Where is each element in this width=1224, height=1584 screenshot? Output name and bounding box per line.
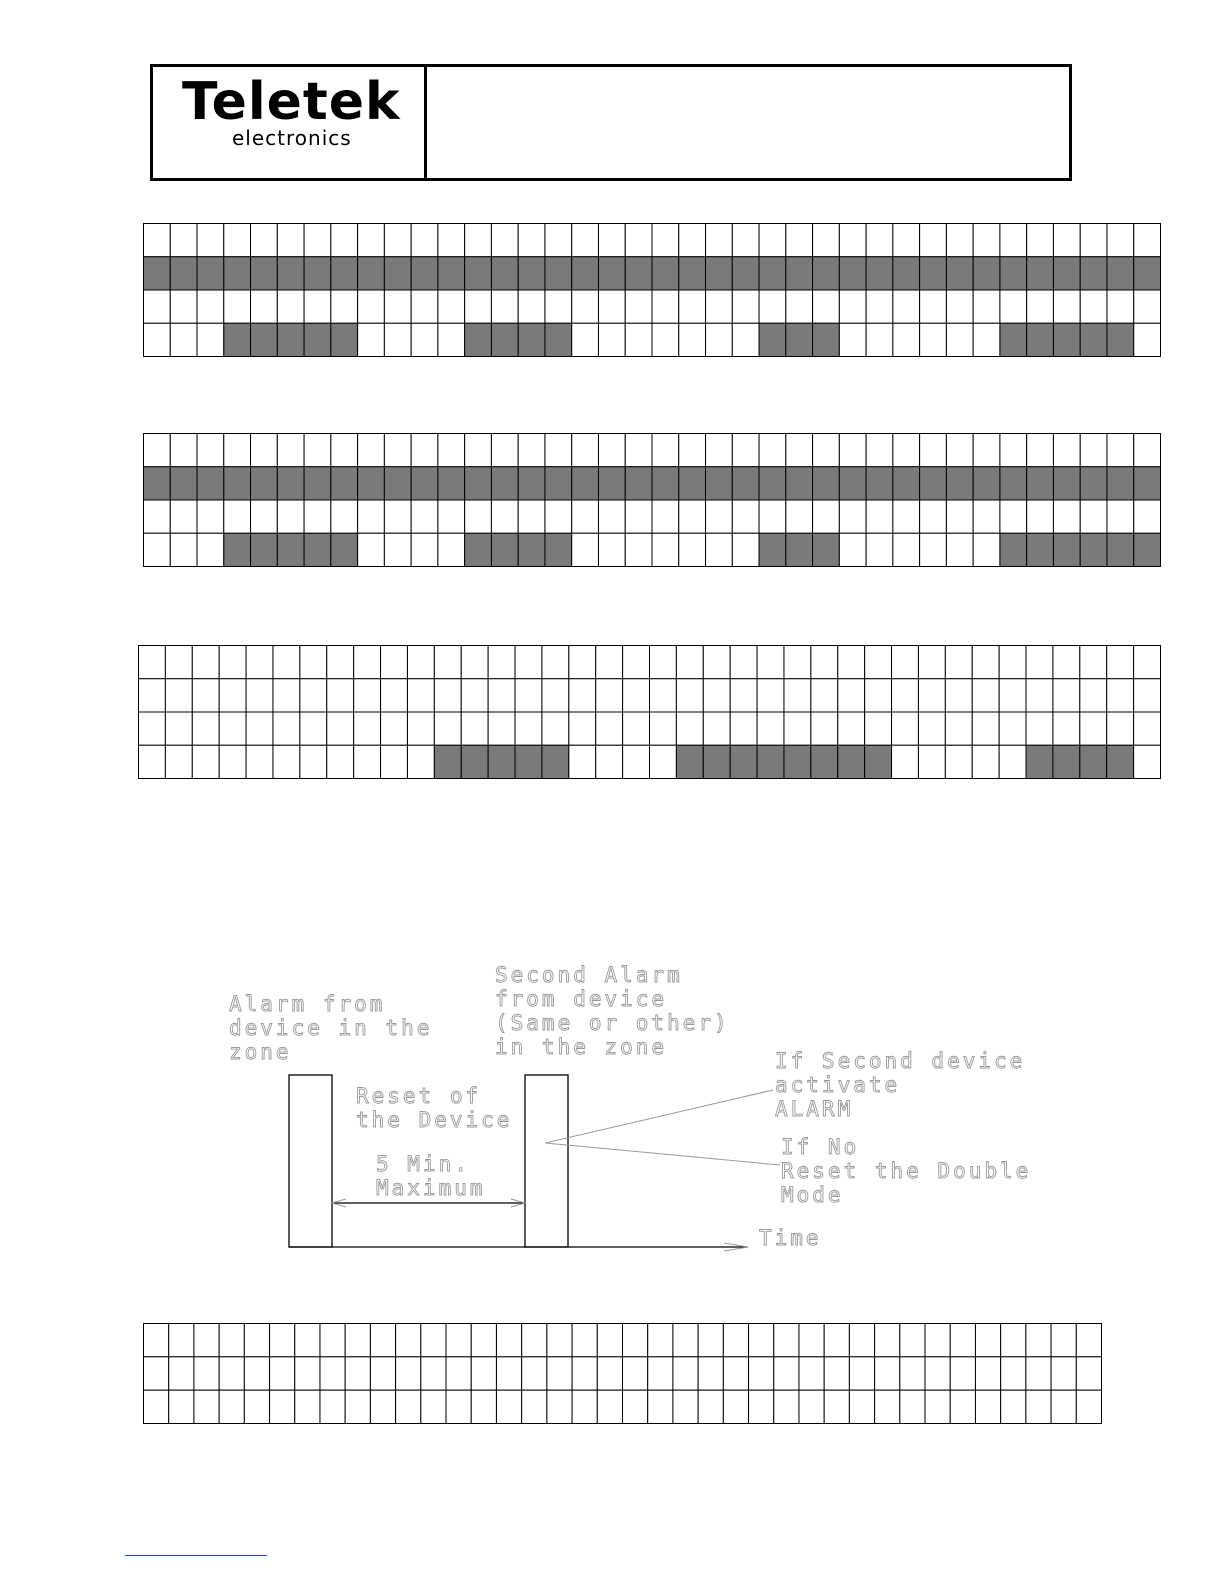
outcome-alarm-line-3: ALARM xyxy=(775,1097,854,1121)
second-alarm-line-1: Second Alarm xyxy=(495,963,683,987)
interval-line-2: Maximum xyxy=(376,1176,486,1200)
outcome-reset-line-1: If No xyxy=(781,1135,860,1159)
label-reset xyxy=(356,1084,512,1132)
reset-line-2: the Device xyxy=(356,1108,513,1132)
first-alarm-line-3: zone xyxy=(229,1040,292,1064)
time-axis-label: Time xyxy=(759,1226,822,1250)
second-alarm-line-4: in the zone xyxy=(495,1035,668,1059)
logo-wordmark: Teletek xyxy=(182,72,401,132)
label-first-alarm xyxy=(229,992,432,1064)
outcome-reset-line-2: Reset the Double xyxy=(781,1159,1032,1183)
label-second-alarm xyxy=(495,963,730,1059)
outcome-alarm-line-2: activate xyxy=(775,1073,901,1097)
outcome-alarm-line-1: If Second device xyxy=(775,1049,1026,1073)
pointer-to-alarm xyxy=(545,1090,773,1143)
outcome-reset-line-3: Mode xyxy=(781,1183,844,1207)
logo-subtext: electronics xyxy=(232,126,352,150)
reset-line-1: Reset of xyxy=(356,1084,482,1108)
first-alarm-line-2: device in the xyxy=(229,1016,433,1040)
first-alarm-line-1: Alarm from xyxy=(229,992,386,1016)
footer-link-underline xyxy=(125,1555,267,1556)
interval-line-1: 5 Min. xyxy=(376,1152,470,1176)
label-outcome-reset xyxy=(781,1135,1031,1207)
label-outcome-alarm xyxy=(775,1049,1025,1121)
label-interval xyxy=(376,1152,486,1200)
second-alarm-pulse xyxy=(525,1075,568,1247)
first-alarm-pulse xyxy=(289,1075,332,1247)
second-alarm-line-2: from device xyxy=(495,987,668,1011)
second-alarm-line-3: (Same or other) xyxy=(495,1011,730,1035)
pointer-to-reset xyxy=(545,1143,780,1165)
